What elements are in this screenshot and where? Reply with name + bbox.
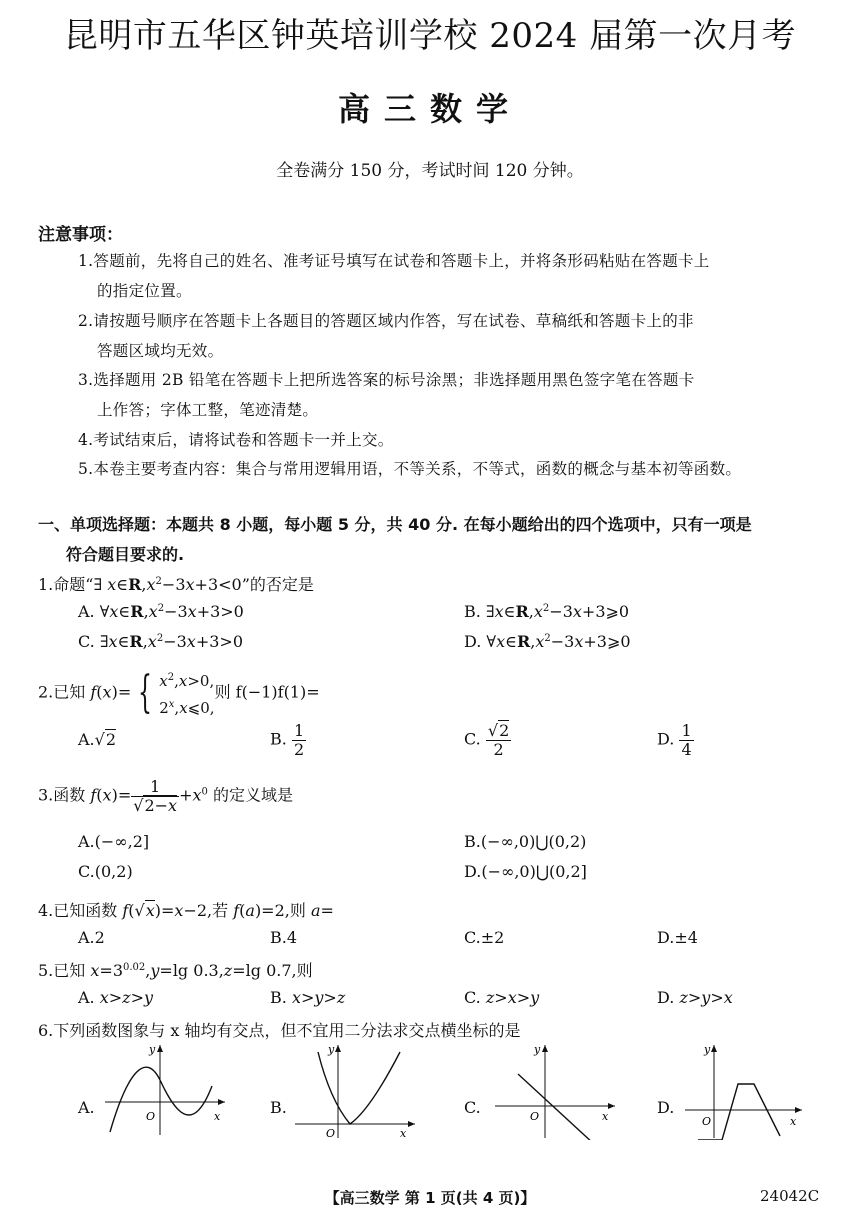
note-line: 的指定位置。: [97, 282, 192, 300]
question-3-option-a: A.(−∞,2]: [78, 832, 150, 851]
note-line: 答题区域均无效。: [97, 342, 224, 360]
y-axis-label: y: [328, 1043, 335, 1056]
note-line: 5.本卷主要考查内容：集合与常用逻辑用语，不等关系，不等式，函数的概念与基本初等函数。: [78, 460, 742, 478]
question-6-option-b-label: B.: [270, 1098, 287, 1117]
question-4-option-a: A.2: [78, 928, 105, 947]
graph-a: [100, 1040, 230, 1140]
x-axis-label: x: [214, 1110, 221, 1123]
question-5-stem: 5.已知 $x=3^{0.02},y=\lg$ 0.3,z=lg 0.7,则: [38, 961, 313, 980]
x-axis-label: x: [400, 1127, 407, 1140]
y-axis-label: y: [534, 1043, 541, 1056]
question-5-option-c: C. z>x>y: [464, 988, 540, 1007]
question-6-option-a-label: A.: [78, 1098, 95, 1117]
paper-code: 24042C: [760, 1187, 820, 1205]
note-line: 2.请按题号顺序在答题卡上各题目的答题区域内作答，写在试卷、草稿纸和答题卡上的非: [78, 312, 694, 330]
question-1-option-c: C. $\exists x\in R,x^2-3x+3>0$: [78, 632, 243, 651]
note-line: 4.考试结束后，请将试卷和答题卡一并上交。: [78, 431, 394, 449]
page-footer: 【高三数学 第 1 页(共 4 页)】: [324, 1189, 536, 1207]
graph-c: [490, 1040, 620, 1140]
note-line: 上作答；字体工整，笔迹清楚。: [97, 401, 319, 419]
question-2-option-c: C. $\frac{√2}{2}$: [464, 721, 510, 759]
subject-title: 高三数学: [337, 90, 522, 128]
exam-title: 昆明市五华区钟英培训学校 2024 届第一次月考: [63, 16, 797, 56]
y-axis-label: y: [704, 1043, 711, 1056]
question-6-option-d-label: D.: [657, 1098, 675, 1117]
graph-d: [680, 1040, 810, 1140]
x-axis-label: x: [602, 1110, 609, 1123]
question-3-option-b: B.(−∞,0)⋃(0,2): [464, 832, 587, 851]
section-header-cont: 符合题目要求的.: [66, 545, 185, 564]
origin-label: O: [146, 1110, 156, 1123]
question-2-stem: 2.已知 f(x)= { $x^2,x>0$, 2$^x$,x⩽0,则 f(−1)f(1)=: [38, 667, 320, 718]
question-1-option-a: A. $\forall x\in R,x^2-3x+3>0$: [78, 602, 244, 621]
origin-label: O: [326, 1127, 336, 1140]
y-axis-label: y: [149, 1043, 156, 1056]
question-2-option-d: D. $\frac{1}{4}$: [657, 721, 692, 759]
question-1-option-b: B. $\exists x\in R,x^2-3x+3⩾0$: [464, 602, 630, 621]
question-5-option-d: D. z>y>x: [657, 988, 733, 1007]
notes-heading: 注意事项：: [38, 225, 123, 245]
question-2-option-a: A.√2: [78, 730, 117, 749]
question-1-stem: 1.命题“∃ $x\in R,x^2-3x+3<0$”的否定是: [38, 575, 314, 594]
question-3-option-d: D.(−∞,0)⋃(0,2]: [464, 862, 587, 881]
exam-info: 全卷满分 150 分，考试时间 120 分钟。: [276, 161, 584, 181]
question-6-stem: 6.下列函数图象与 x 轴均有交点，但不宜用二分法求交点横坐标的是: [38, 1021, 521, 1040]
question-5-option-b: B. x>y>z: [270, 988, 346, 1007]
question-4-option-d: D.±4: [657, 928, 698, 947]
note-line: 1.答题前，先将自己的姓名、准考证号填写在试卷和答题卡上，并将条形码粘贴在答题卡上: [78, 252, 710, 270]
question-4-option-c: C.±2: [464, 928, 505, 947]
question-4-stem: 4.已知函数 f(√x)=x−2,若 f(a)=2,则 a=: [38, 901, 334, 920]
origin-label: O: [702, 1115, 712, 1128]
x-axis-label: x: [790, 1115, 797, 1128]
question-2-option-b: B. $\frac{1}{2}$: [270, 721, 305, 759]
question-4-option-b: B.4: [270, 928, 298, 947]
question-6-option-c-label: C.: [464, 1098, 481, 1117]
note-line: 3.选择题用 2B 铅笔在答题卡上把所选答案的标号涂黑；非选择题用黑色签字笔在答题卡: [78, 371, 695, 389]
origin-label: O: [530, 1110, 540, 1123]
question-5-option-a: A. x>z>y: [78, 988, 154, 1007]
section-header: 一、单项选择题：本题共 8 小题，每小题 5 分，共 40 分. 在每小题给出的四个选项中，只有一项是: [38, 515, 752, 534]
question-3-option-c: C.(0,2): [78, 862, 133, 881]
question-1-option-d: D. $\forall x\in R,x^2-3x+3⩾0$: [464, 632, 631, 651]
question-3-stem: 3.函数 f(x)= $\frac{1}{√2-x}$ $+x^0$ 的定义域是: [38, 777, 293, 815]
graph-b: [290, 1040, 420, 1140]
